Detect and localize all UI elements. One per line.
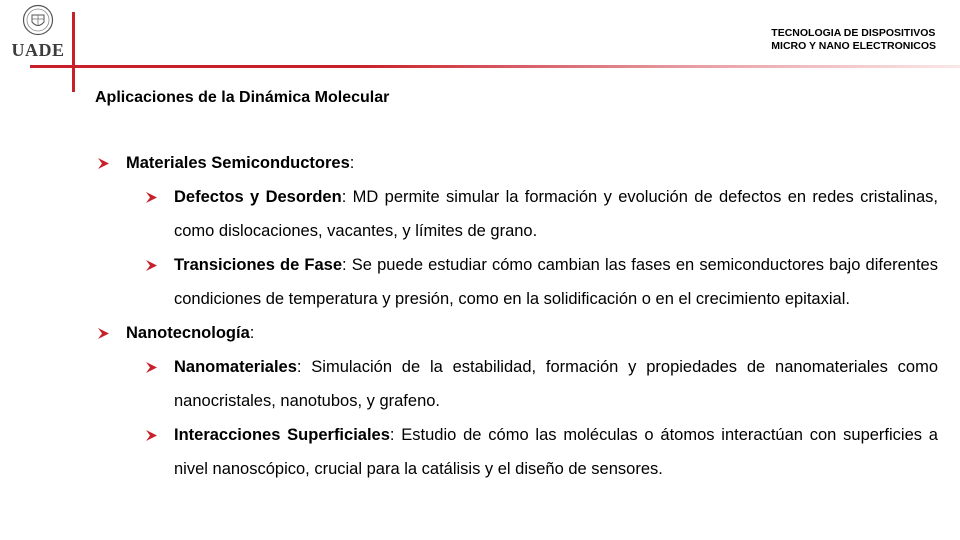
- list-item-term: Defectos y Desorden: [174, 188, 342, 206]
- section-heading-text: Nanotecnología: [126, 324, 250, 342]
- list-item-text: : MD permite simular la formación y evolución de defectos en redes cristalinas, como dislocaciones, vacantes, y límites de grano.: [174, 188, 939, 240]
- slide-content: [95, 146, 938, 486]
- list-item-term: Nanomateriales: [174, 358, 297, 376]
- section-heading-semiconductores: [95, 146, 938, 180]
- list-item-text: : Estudio de cómo las moléculas o átomos interactúan con superficies a nivel nanoscópico, crucial para la catálisis y el diseño de sensores.: [174, 426, 938, 478]
- section-heading-nanotecnologia: [95, 316, 938, 350]
- list-item-text: : Simulación de la estabilidad, formación y propiedades de nanomateriales como nanocristales, nanotubos, y grafeno.: [174, 358, 938, 410]
- slide-title: Aplicaciones de la Dinámica Molecular: [95, 89, 390, 106]
- arrow-bullet-icon: [145, 191, 158, 204]
- section-heading-suffix: :: [249, 324, 255, 342]
- list-item-term: Transiciones de Fase: [174, 256, 343, 274]
- section-heading-text: Materiales Semiconductores: [126, 154, 350, 172]
- list-item-text: : Se puede estudiar cómo cambian las fases en semiconductores bajo diferentes condiciones de temperatura y presión, como en la solidificación o en el crecimiento epitaxial.: [174, 256, 938, 308]
- section-heading-suffix: :: [349, 154, 355, 172]
- header-horizontal-rule: [30, 65, 960, 68]
- arrow-bullet-icon: [145, 429, 158, 442]
- course-title-line-2: MICRO Y NANO ELECTRONICOS: [771, 40, 936, 52]
- uade-logo: [8, 4, 68, 60]
- arrow-bullet-icon: [145, 361, 158, 374]
- arrow-bullet-icon: [145, 259, 158, 272]
- list-item-term: Interacciones Superficiales: [174, 426, 390, 444]
- course-title-line-1: TECNOLOGIA DE DISPOSITIVOS: [771, 27, 936, 39]
- header-vertical-rule: [72, 12, 75, 92]
- list-item-transiciones: [95, 248, 938, 316]
- list-item-nanomateriales: [95, 350, 938, 418]
- logo-wordmark: UADE: [11, 40, 65, 60]
- university-seal-icon: [22, 4, 54, 38]
- list-item-defectos: [95, 180, 938, 248]
- arrow-bullet-icon: [97, 157, 110, 170]
- list-item-interacciones: [95, 418, 938, 486]
- arrow-bullet-icon: [97, 327, 110, 340]
- course-title: [771, 27, 936, 53]
